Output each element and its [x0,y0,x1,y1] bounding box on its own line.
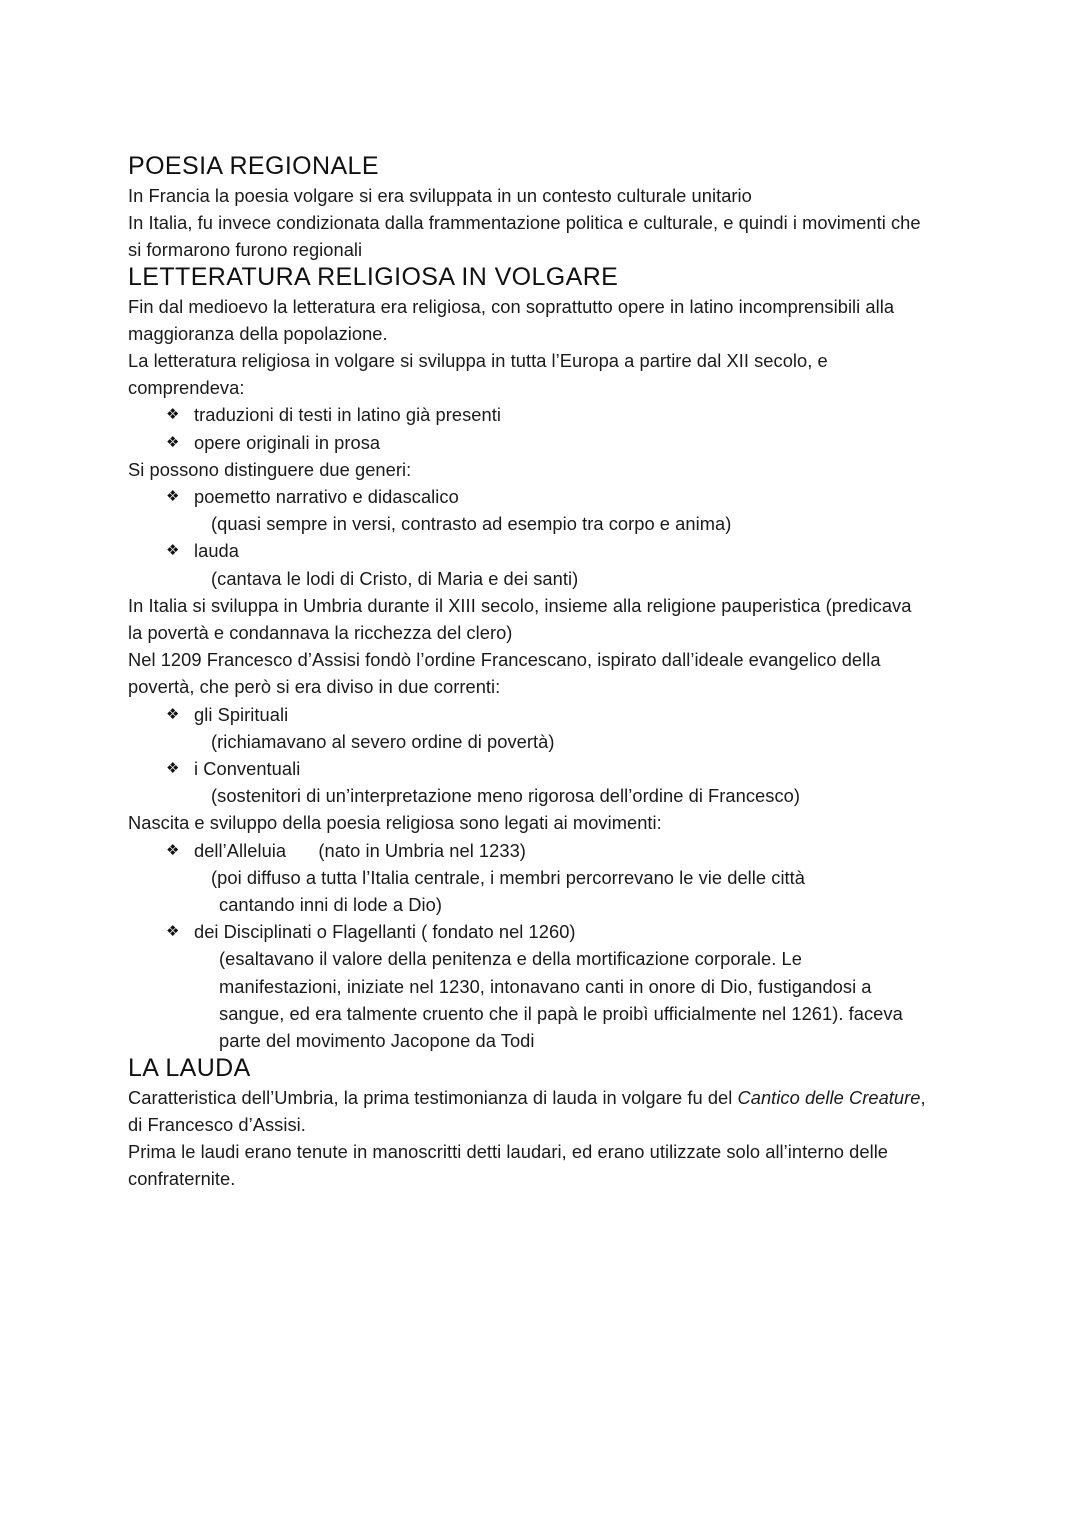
paragraph-la-lauda-1-after: , di Francesco d’Assisi. [128,1086,926,1135]
list-item [128,483,928,537]
list-item [128,918,928,1054]
list-item-note: (richiamavano al severo ordine di povertà) [211,730,555,752]
diamond-bullet-icon: ❖ [166,841,180,859]
diamond-bullet-icon: ❖ [166,488,180,506]
paragraph-letteratura-4: In Italia si sviluppa in Umbria durante il XIII secolo, insieme alla religione pauperistica (predicava la povertà e condannava la ricchezza del clero) [128,594,912,644]
list-item-label: dei Disciplinati o Flagellanti ( fondato nel 1260) [194,921,576,943]
paragraph-poesia-regionale-2: In Italia, fu invece condizionata dalla frammentazione politica e culturale, e quindi i movimenti che si formarono furono regionali [128,211,921,260]
list-item-note: (sostenitori di un’interpretazione meno rigorosa dell’ordine di Francesco) [211,785,800,807]
diamond-bullet-icon: ❖ [166,760,180,778]
list-item [128,755,928,809]
paragraph-letteratura-1: Fin dal medioevo la letteratura era religiosa, con soprattutto opere in latino incomprensibili alla maggioranza della popolazione. [128,295,895,344]
list-item-label: poemetto narrativo e didascalico [194,486,459,508]
document-content [128,152,928,1193]
list-item-note: (esaltavano il valore della penitenza e della mortificazione corporale. Le manifestazioni, iniziate nel 1230, intonavano canti in onore di Dio, fustigandosi a sangue, ed era talmente cruento che il papà le proibì ufficialmente nel 1261). faceva parte del movimento Jacopone da Todi [219,948,903,1052]
list-item [128,837,928,919]
diamond-bullet-icon: ❖ [166,542,180,560]
diamond-bullet-icon: ❖ [166,923,180,941]
work-title-cantico-delle-creature: Cantico delle Creature [737,1086,921,1108]
list-item-label: i Conventuali [194,758,301,780]
list-item-note: (quasi sempre in versi, contrasto ad esempio tra corpo e anima) [211,513,732,535]
page-title-letteratura-religiosa: LETTERATURA RELIGIOSA IN VOLGARE [128,263,619,292]
list-item-label: gli Spirituali [194,703,289,725]
list-item [128,429,928,456]
diamond-bullet-icon: ❖ [166,433,180,451]
paragraph-letteratura-2: La letteratura religiosa in volgare si sviluppa in tutta l’Europa a partire dal XII secolo, e comprendeva: [128,350,828,399]
list-item-note-line-1: (poi diffuso a tutta l’Italia centrale, i membri percorrevano le vie delle città [211,866,806,888]
paragraph-la-lauda-1-before: Caratteristica dell’Umbria, la prima testimonianza di lauda in volgare fu del [128,1086,738,1108]
list-movimenti [128,837,928,1055]
paragraph-la-lauda-2: Prima le laudi erano tenute in manoscritti detti laudari, ed erano utilizzate solo all’interno delle confraternite. [128,1141,889,1190]
list-item-note: (cantava le lodi di Cristo, di Maria e dei santi) [211,567,579,589]
list-item-label: lauda [194,540,239,562]
paragraph-la-lauda-1 [128,1084,928,1138]
diamond-bullet-icon: ❖ [166,705,180,723]
page-title-la-lauda: LA LAUDA [128,1054,251,1083]
list-item-note-line-2: cantando inni di lode a Dio) [219,894,442,916]
list-generi [128,483,928,592]
list-item-label: opere originali in prosa [194,431,381,453]
list-item-label: dell’Alleluia [194,839,287,861]
list-item-note [194,864,928,918]
list-item-inline-note: (nato in Umbria nel 1233) [318,839,526,861]
paragraph-letteratura-5: Nel 1209 Francesco d’Assisi fondò l’ordine Francescano, ispirato dall’ideale evangelico della povertà, che però si era diviso in due correnti: [128,649,881,698]
paragraph-letteratura-6: Nascita e sviluppo della poesia religiosa sono legati ai movimenti: [128,812,662,834]
diamond-bullet-icon: ❖ [166,406,180,424]
paragraph-poesia-regionale-1: In Francia la poesia volgare si era sviluppata in un contesto culturale unitario [128,184,752,206]
list-item [128,537,928,591]
list-comprendeva [128,401,928,455]
list-item-label: traduzioni di testi in latino già presenti [194,404,501,426]
paragraph-letteratura-3: Si possono distinguere due generi: [128,458,412,480]
list-correnti [128,701,928,810]
list-item [128,401,928,428]
page-title-poesia-regionale: POESIA REGIONALE [128,152,379,180]
list-item [128,701,928,755]
